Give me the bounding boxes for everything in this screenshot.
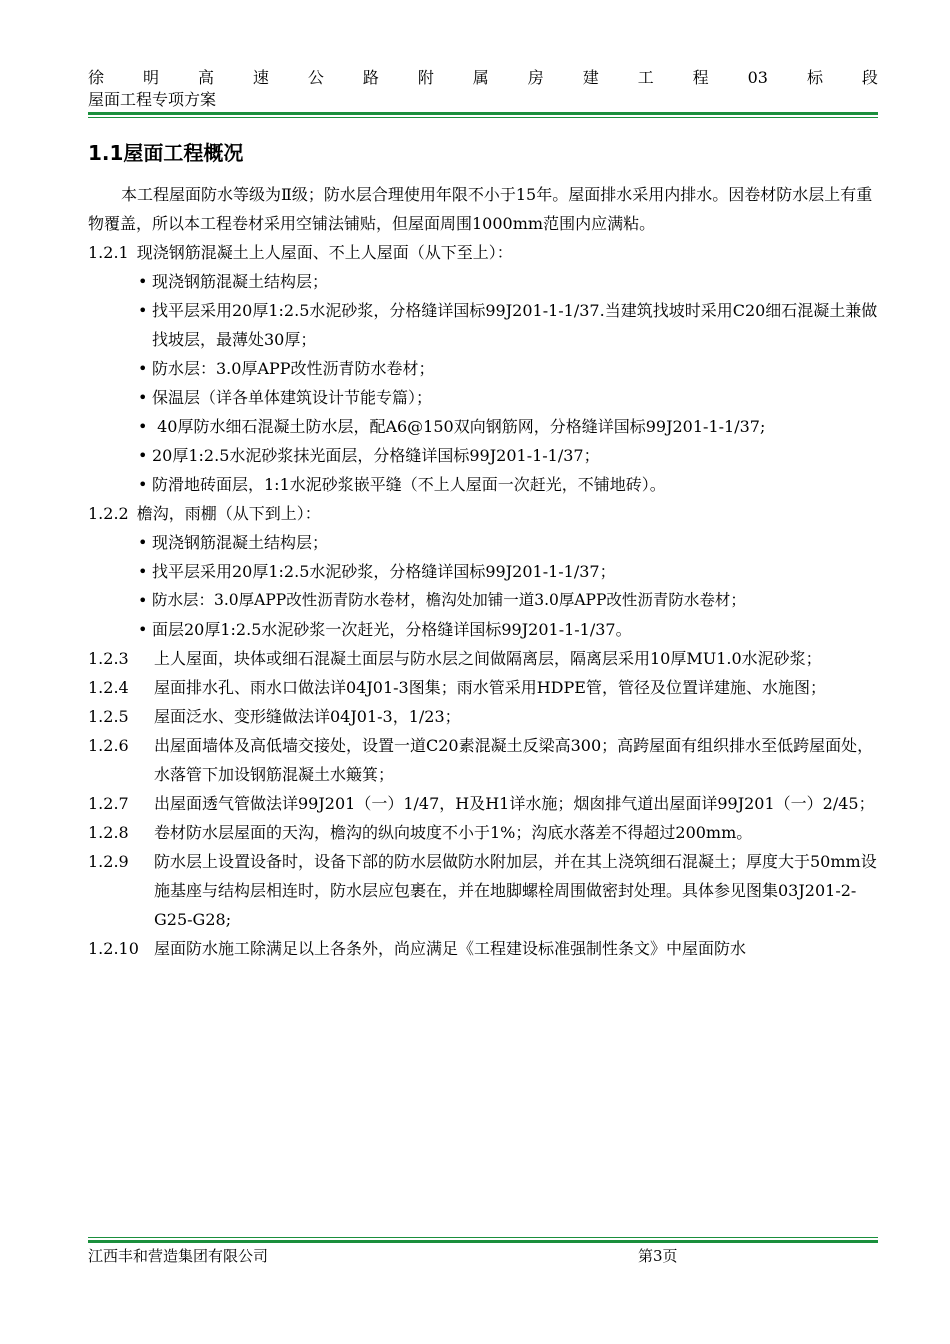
- section-1-2-1: [88, 238, 888, 267]
- page-number: 第3页: [638, 1247, 678, 1265]
- header-char: 高: [197, 68, 214, 87]
- body-content: [88, 180, 888, 963]
- section-title: 1.1屋面工程概况: [88, 141, 244, 165]
- list-item: • 防滑地砖面层，1:1水泥砂浆嵌平缝（不上人屋面一次赶光，不铺地砖）。: [88, 470, 888, 499]
- section-number: 1.2.4: [88, 678, 129, 697]
- company-name: 江西丰和营造集团有限公司: [88, 1247, 269, 1265]
- list-item: • 现浇钢筋混凝土结构层；: [88, 528, 888, 557]
- section-1-2-9: [88, 847, 888, 934]
- header-char: 工: [637, 68, 654, 87]
- intro-paragraph: 本工程屋面防水等级为Ⅱ级；防水层合理使用年限不小于15年。屋面排水采用内排水。因卷材防水层上有重物覆盖，所以本工程卷材采用空铺法铺贴，但屋面周围1000mm范围内应满粘。: [88, 185, 873, 233]
- section-heading: 檐沟，雨棚（从下到上）：: [136, 504, 321, 523]
- section-number: 1.2.8: [88, 823, 129, 842]
- section-1-2-4: [88, 673, 888, 702]
- section-1-2-6: [88, 731, 888, 789]
- header-char: 标: [806, 68, 823, 87]
- header-char: 房: [527, 68, 544, 87]
- list-item: • 现浇钢筋混凝土结构层；: [88, 267, 888, 296]
- section-text: 防水层上设置设备时，设备下部的防水层做防水附加层，并在其上浇筑细石混凝土；厚度大于50mm设施基座与结构层相连时，防水层应包裹在，并在地脚螺栓周围做密封处理。具体参见图集03J201-2-G25-G28;: [154, 852, 877, 929]
- section-text: 出屋面透气管做法详99J201（一）1/47，H及H1详水施；烟囱排气道出屋面详99J201（一）2/45；: [154, 794, 875, 813]
- section-number: 1.2.5: [88, 707, 129, 726]
- bullet-icon: •: [138, 591, 148, 610]
- list-item: • 保温层（详各单体建筑设计节能专篇）；: [88, 383, 888, 412]
- header-char: 附: [417, 68, 434, 87]
- section-number: 1.2.1: [88, 243, 129, 262]
- header-char: 建: [582, 68, 599, 87]
- section-number: 1.2.2: [88, 504, 129, 523]
- bullet-icon: •: [138, 272, 148, 291]
- header-subtitle: 屋面工程专项方案: [88, 90, 217, 109]
- bullet-icon: •: [138, 475, 148, 494]
- section-number: 1.2.10: [88, 939, 139, 958]
- header-char: 程: [692, 68, 709, 87]
- section-1-2-2: [88, 499, 888, 528]
- section-1-2-7: [88, 789, 888, 818]
- bullet-icon: •: [138, 417, 148, 436]
- bullet-icon: •: [138, 446, 148, 465]
- list-item: • 面层20厚1:2.5水泥砂浆一次赶光，分格缝详国标99J201-1-1/37。: [88, 615, 888, 644]
- bullet-icon: •: [138, 562, 148, 581]
- footer-rule-thin: [88, 1237, 878, 1238]
- section-text: 屋面泛水、变形缝做法详04J01-3，1/23；: [154, 707, 461, 726]
- bullet-icon: •: [138, 620, 148, 639]
- section-text: 卷材防水层屋面的天沟，檐沟的纵向坡度不小于1%；沟底水落差不得超过200mm。: [154, 823, 753, 842]
- section-1-2-5: [88, 702, 888, 731]
- header-char: 徐: [88, 68, 105, 87]
- section-heading: 现浇钢筋混凝土上人屋面、不上人屋面（从下至上）：: [136, 243, 513, 262]
- section-number: 1.2.6: [88, 736, 129, 755]
- header-rule-thin: [88, 117, 878, 118]
- header-char: 属: [472, 68, 489, 87]
- section-number: 1.2.3: [88, 649, 129, 668]
- section-1-2-8: [88, 818, 888, 847]
- bullet-icon: •: [138, 359, 148, 378]
- header-rule-thick: [88, 112, 878, 115]
- section-number: 1.2.9: [88, 852, 129, 871]
- section-number: 1.2.7: [88, 794, 129, 813]
- header-char: 路: [362, 68, 379, 87]
- list-item: • 防水层：3.0厚APP改性沥青防水卷材，檐沟处加铺一道3.0厚APP改性沥青防水卷材；: [88, 586, 888, 615]
- header-char: 公: [307, 68, 324, 87]
- list-item: • 20厚1:2.5水泥砂浆抹光面层，分格缝详国标99J201-1-1/37；: [88, 441, 888, 470]
- section-1-2-10: [88, 934, 888, 963]
- header-char: 03: [747, 68, 768, 87]
- header-char: 段: [861, 68, 878, 87]
- footer-rule-thick: [88, 1240, 878, 1243]
- list-item: • 找平层采用20厚1:2.5水泥砂浆，分格缝详国标99J201-1-1/37.当建筑找坡时采用C20细石混凝土兼做找坡层，最薄处30厚；: [88, 296, 888, 354]
- header-char: 速: [252, 68, 269, 87]
- section-text: 出屋面墙体及高低墙交接处，设置一道C20素混凝土反梁高300；高跨屋面有组织排水至低跨屋面处，水落管下加设钢筋混凝土水簸箕；: [154, 736, 874, 784]
- section-text: 屋面防水施工除满足以上各条外，尚应满足《工程建设标准强制性条文》中屋面防水: [154, 939, 747, 958]
- bullet-icon: •: [138, 388, 148, 407]
- section-text: 上人屋面，块体或细石混凝土面层与防水层之间做隔离层，隔离层采用10厚MU1.0水泥砂浆；: [154, 649, 822, 668]
- list-item: • 40厚防水细石混凝土防水层，配A6@150双向钢筋网，分格缝详国标99J201-1-1/37;: [88, 412, 888, 441]
- list-item: • 防水层：3.0厚APP改性沥青防水卷材；: [88, 354, 888, 383]
- section-text: 屋面排水孔、雨水口做法详04J01-3图集；雨水管采用HDPE管，管径及位置详建施、水施图；: [154, 678, 826, 697]
- list-item: • 找平层采用20厚1:2.5水泥砂浆，分格缝详国标99J201-1-1/37；: [88, 557, 888, 586]
- bullet-icon: •: [138, 301, 148, 320]
- header-char: 明: [142, 68, 159, 87]
- bullet-icon: •: [138, 533, 148, 552]
- running-header: [88, 68, 878, 88]
- section-1-2-3: [88, 644, 888, 673]
